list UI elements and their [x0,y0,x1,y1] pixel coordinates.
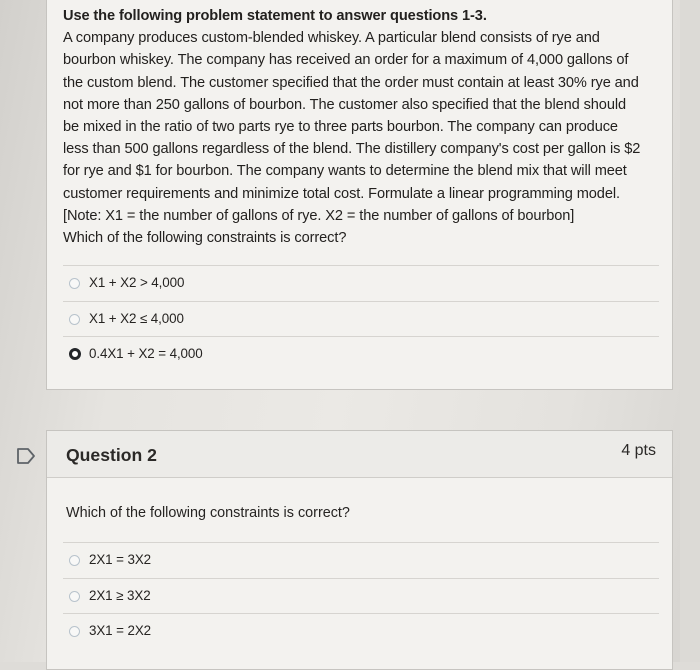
answer-label: X1 + X2 > 4,000 [89,275,185,290]
answer-option[interactable] [63,613,659,647]
question-2-title: Question 2 [66,445,157,465]
question-2-card [46,430,673,670]
answer-label: 2X1 ≥ 3X2 [89,588,151,603]
answer-option[interactable] [63,578,659,612]
answer-option[interactable] [63,542,659,576]
scroll-gutter [680,0,700,662]
radio-button[interactable] [69,626,80,637]
answer-label: 2X1 = 3X2 [89,552,152,567]
problem-line: be mixed in the ratio of two parts rye to three parts bourbon. The company can produce [63,119,618,136]
problem-line: less than 500 gallons regardless of the blend. The distillery company's cost per gallon is $2 [63,141,641,158]
radio-button[interactable] [69,591,80,602]
answer-option[interactable] [63,301,659,335]
radio-button[interactable] [69,278,80,289]
question-1-text [63,5,663,249]
problem-line: [Note: X1 = the number of gallons of rye. X2 = the number of gallons of bourbon] [63,207,575,224]
radio-button[interactable] [69,555,80,566]
question-2-header [47,431,672,478]
answer-label: X1 + X2 ≤ 4,000 [89,311,184,326]
problem-heading: Use the following problem statement to answer questions 1-3. [63,8,487,24]
answer-label: 3X1 = 2X2 [89,623,152,638]
problem-line: the custom blend. The customer specified that the order must contain at least 30% rye and [63,74,639,91]
problem-line: bourbon whiskey. The company has received an order for a maximum of 4,000 gallons of [63,52,629,69]
problem-line: for rye and $1 for bourbon. The company wants to determine the blend mix that will meet [63,163,627,180]
problem-line: A company produces custom-blended whiskey. A particular blend consists of rye and [63,30,600,47]
answer-option-selected[interactable] [63,336,659,370]
radio-button-selected[interactable] [69,348,81,360]
problem-line: not more than 250 gallons of bourbon. The customer also specified that the blend should [63,96,626,113]
answer-label: 0.4X1 + X2 = 4,000 [89,346,203,361]
question-2-prompt: Which of the following constraints is correct? [66,505,350,521]
answer-option[interactable] [63,265,659,299]
question-1-prompt: Which of the following constraints is correct? [63,230,347,247]
problem-statement [63,27,663,227]
problem-line: customer requirements and minimize total cost. Formulate a linear programming model. [63,185,620,202]
radio-button[interactable] [69,314,80,325]
flag-bookmark-icon[interactable] [15,446,37,466]
question-1-card [46,0,673,390]
question-2-points: 4 pts [621,442,656,459]
